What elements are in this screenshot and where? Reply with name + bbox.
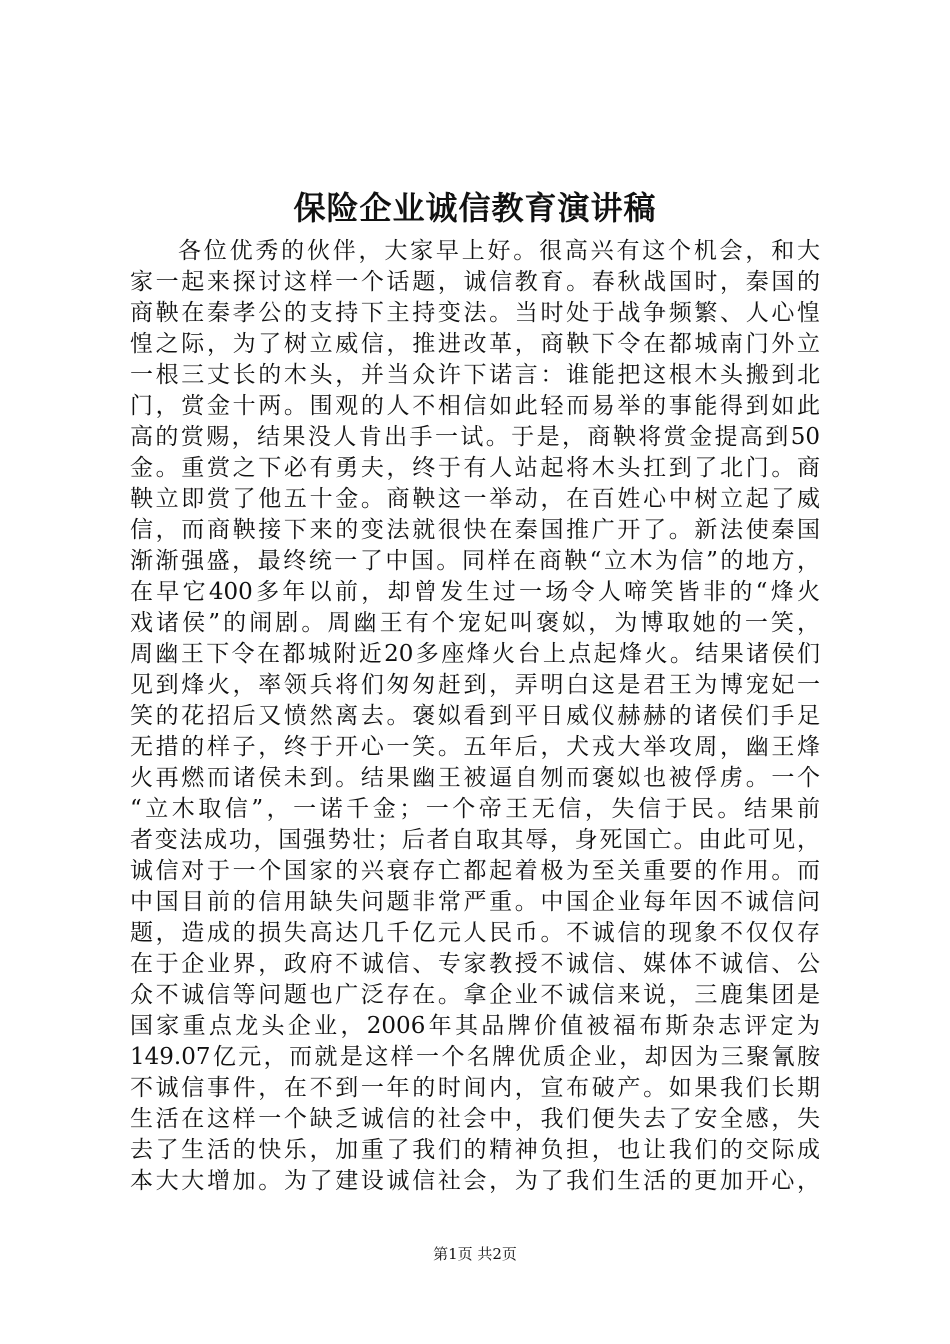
paragraph-line: 诚信对于一个国家的兴衰存亡都起着极为至关重要的作用。而 [130, 858, 820, 884]
paragraph-line: 信，而商鞅接下来的变法就很快在秦国推广开了。新法使秦国 [130, 517, 820, 543]
paragraph-line: 149.07亿元，而就是这样一个名牌优质企业，却因为三聚氰胺 [130, 1044, 820, 1070]
paragraph-line: 商鞅在秦孝公的支持下主持变法。当时处于战争频繁、人心惶 [130, 300, 820, 326]
paragraph-line: 渐渐强盛，最终统一了中国。同样在商鞅“立木为信”的地方， [130, 548, 820, 574]
paragraph-line: 见到烽火，率领兵将们匆匆赶到，弄明白这是君王为博宠妃一 [130, 672, 820, 698]
paragraph-line: 火再燃而诸侯未到。结果幽王被逼自刎而褒姒也被俘虏。一个 [130, 765, 820, 791]
paragraph-line: 在于企业界，政府不诚信、专家教授不诚信、媒体不诚信、公 [130, 951, 820, 977]
paragraph-line: 门，赏金十两。围观的人不相信如此轻而易举的事能得到如此 [130, 393, 820, 419]
paragraph-line: 国家重点龙头企业，2006年其品牌价值被福布斯杂志评定为 [130, 1013, 820, 1039]
paragraph-line: 者变法成功，国强势壮；后者自取其辱，身死国亡。由此可见， [130, 827, 820, 853]
paragraph-line: 一根三丈长的木头，并当众许下诺言：谁能把这根木头搬到北 [130, 362, 820, 388]
paragraph-line: 家一起来探讨这样一个话题，诚信教育。春秋战国时，秦国的 [130, 269, 820, 295]
paragraph-line: 众不诚信等问题也广泛存在。拿企业不诚信来说，三鹿集团是 [130, 982, 820, 1008]
paragraph-line: 无措的样子，终于开心一笑。五年后，犬戎大举攻周，幽王烽 [130, 734, 820, 760]
paragraph-line: 不诚信事件，在不到一年的时间内，宣布破产。如果我们长期 [130, 1075, 820, 1101]
paragraph-line: 笑的花招后又愤然离去。褒姒看到平日威仪赫赫的诸侯们手足 [130, 703, 820, 729]
paragraph-line: 本大大增加。为了建设诚信社会，为了我们生活的更加开心， [130, 1168, 820, 1194]
paragraph-line: 金。重赏之下必有勇夫，终于有人站起将木头扛到了北门。商 [130, 455, 820, 481]
paragraph-line: 高的赏赐，结果没人肯出手一试。于是，商鞅将赏金提高到50 [130, 424, 820, 450]
paragraph-line: “立木取信”，一诺千金；一个帝王无信，失信于民。结果前 [130, 796, 820, 822]
page-number-footer: 第1页 共2页 [433, 1245, 517, 1263]
paragraph-line: 戏诸侯”的闹剧。周幽王有个宠妃叫褒姒，为博取她的一笑， [130, 610, 820, 636]
paragraph-line: 生活在这样一个缺乏诚信的社会中，我们便失去了安全感，失 [130, 1106, 820, 1132]
paragraph-line: 题，造成的损失高达几千亿元人民币。不诚信的现象不仅仅存 [130, 920, 820, 946]
paragraph-line: 在早它400多年以前，却曾发生过一场令人啼笑皆非的“烽火 [130, 579, 820, 605]
paragraph-line: 周幽王下令在都城附近20多座烽火台上点起烽火。结果诸侯们 [130, 641, 820, 667]
paragraph-line: 惶之际，为了树立威信，推进改革，商鞅下令在都城南门外立 [130, 331, 820, 357]
paragraph-line: 去了生活的快乐，加重了我们的精神负担，也让我们的交际成 [130, 1137, 820, 1163]
paragraph-line: 中国目前的信用缺失问题非常严重。中国企业每年因不诚信问 [130, 889, 820, 915]
paragraph-line: 各位优秀的伙伴，大家早上好。很高兴有这个机会，和大 [178, 238, 820, 264]
paragraph-line: 鞅立即赏了他五十金。商鞅这一举动，在百姓心中树立起了威 [130, 486, 820, 512]
document-title: 保险企业诚信教育演讲稿 [293, 189, 657, 227]
document-body [130, 236, 820, 1197]
